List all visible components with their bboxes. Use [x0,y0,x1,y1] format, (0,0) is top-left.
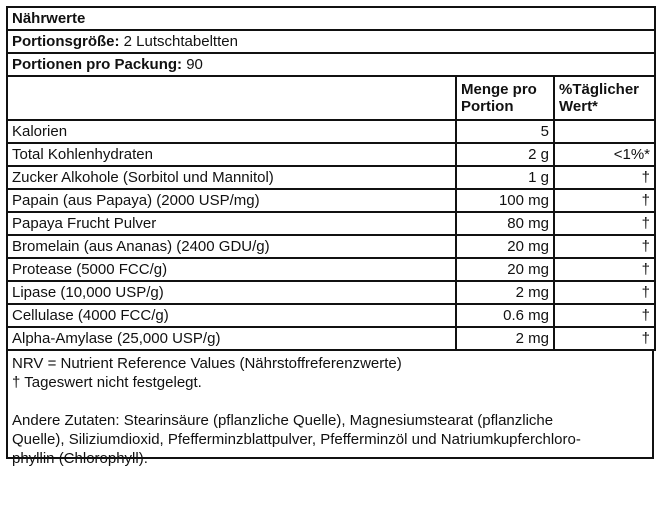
nutrient-daily-value [554,120,655,143]
nutrient-name: Total Kohlenhydraten [7,143,456,166]
nutrition-table [6,6,656,351]
nutrient-row [7,189,655,212]
nutrient-amount: 0.6 mg [456,304,554,327]
nutrient-name: Lipase (10,000 USP/g) [7,281,456,304]
nutrient-name: Cellulase (4000 FCC/g) [7,304,456,327]
footer-notes [6,351,654,467]
nutrient-name: Papain (aus Papaya) (2000 USP/mg) [7,189,456,212]
serving-size-label: Portionsgröße: [12,32,120,50]
nutrient-name: Protease (5000 FCC/g) [7,258,456,281]
amount-header: Menge pro Portion [456,76,554,120]
nutrient-name: Bromelain (aus Ananas) (2400 GDU/g) [7,235,456,258]
nutrient-daily-value: † [554,304,655,327]
header-empty-cell [7,76,456,120]
nutrient-daily-value: † [554,212,655,235]
nutrient-row [7,143,655,166]
nutrient-amount: 100 mg [456,189,554,212]
nutrient-row [7,258,655,281]
nutrient-daily-value: <1%* [554,143,655,166]
nutrient-amount: 5 [456,120,554,143]
nutrient-row [7,281,655,304]
other-ingredients-line: Quelle), Siliziumdioxid, Pfefferminzblattpulver, Pfefferminzöl und Natriumkupferchloro- [12,431,581,448]
nutrient-name: Alpha-Amylase (25,000 USP/g) [7,327,456,350]
serving-size-row [7,30,655,53]
nutrient-name: Papaya Frucht Pulver [7,212,456,235]
nutrient-daily-value: † [554,327,655,350]
dagger-note: † Tageswert nicht festgelegt. [12,374,202,391]
nutrient-daily-value: † [554,189,655,212]
nutrition-facts-panel [6,6,654,467]
other-ingredients-line: phyllin (Chlorophyll). [12,450,148,467]
title-row [7,7,655,30]
nutrient-daily-value: † [554,166,655,189]
nrv-note: NRV = Nutrient Reference Values (Nährstoffreferenzwerte) [12,355,402,372]
nutrient-amount: 80 mg [456,212,554,235]
nutrient-daily-value: † [554,235,655,258]
servings-per-package-row [7,53,655,76]
column-header-row [7,76,655,120]
nutrient-row [7,327,655,350]
nutrient-row [7,235,655,258]
nutrient-amount: 20 mg [456,258,554,281]
nutrient-amount: 1 g [456,166,554,189]
other-ingredients-line: Andere Zutaten: Stearinsäure (pflanzliche Quelle), Magnesiumstearat (pflanzliche [12,412,554,429]
nutrient-amount: 2 g [456,143,554,166]
nutrient-daily-value: † [554,258,655,281]
nutrient-amount: 20 mg [456,235,554,258]
servings-per-package-value: 90 [186,55,203,73]
nutrient-amount: 2 mg [456,327,554,350]
nutrient-row [7,304,655,327]
nutrient-row [7,120,655,143]
nutrient-row [7,212,655,235]
panel-title: Nährwerte [7,7,655,30]
nutrient-amount: 2 mg [456,281,554,304]
serving-size-value: 2 Lutschtabeltten [123,32,238,50]
nutrient-name: Zucker Alkohole (Sorbitol und Mannitol) [7,166,456,189]
nutrient-row [7,166,655,189]
nutrient-daily-value: † [554,281,655,304]
daily-value-header: %Täglicher Wert* [554,76,655,120]
nutrient-name: Kalorien [7,120,456,143]
servings-per-package-label: Portionen pro Packung: [12,55,183,73]
